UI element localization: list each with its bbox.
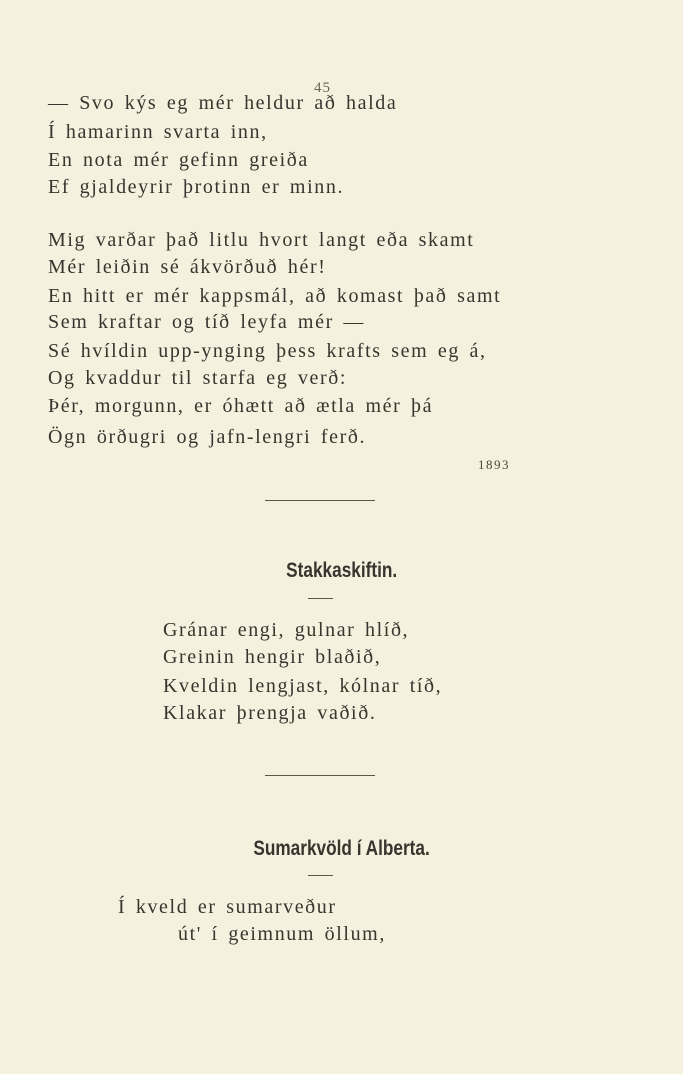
poem-line: Í hamarinn svarta inn,: [48, 121, 268, 143]
title-rule: [308, 875, 333, 876]
section-divider: [265, 500, 375, 501]
poem-line: Í kveld er sumarveður: [118, 896, 337, 918]
poem-line: En nota mér gefinn greiða: [48, 149, 309, 171]
poem-line: En hitt er mér kappsmál, að komast það samt: [48, 285, 502, 307]
poem-line: Kveldin lengjast, kólnar tíð,: [163, 675, 443, 697]
poem-line: Gránar engi, gulnar hlíð,: [163, 619, 410, 641]
poem-line: Ögn örðugri og jafn-lengri ferð.: [48, 426, 367, 448]
title-rule: [308, 598, 333, 599]
poem-line: Mig varðar það litlu hvort langt eða skamt: [48, 229, 475, 251]
poem-title: Stakkaskiftin.: [285, 559, 398, 582]
poem-line: Ef gjaldeyrir þrotinn er minn.: [48, 176, 345, 198]
section-divider: [265, 775, 375, 776]
poem-line: Sé hvíldin upp-ynging þess krafts sem eg á,: [48, 340, 487, 362]
poem-line: Sem kraftar og tíð leyfa mér —: [48, 311, 366, 333]
poem-line: Mér leiðin sé ákvörðuð hér!: [48, 256, 327, 278]
poem-line: Klakar þrengja vaðið.: [163, 702, 377, 724]
poem-line: — Svo kýs eg mér heldur að halda: [48, 92, 398, 114]
poem-line: Þér, morgunn, er óhætt að ætla mér þá: [48, 395, 434, 417]
poem-line: út' í geimnum öllum,: [178, 923, 386, 945]
poem-year: 1893: [478, 457, 510, 472]
poem-line: Og kvaddur til starfa eg verð:: [48, 367, 348, 389]
poem-line: Greinin hengir blaðið,: [163, 646, 382, 668]
poem-title: Sumarkvöld í Alberta.: [253, 837, 430, 860]
page-number: 45: [314, 80, 331, 96]
